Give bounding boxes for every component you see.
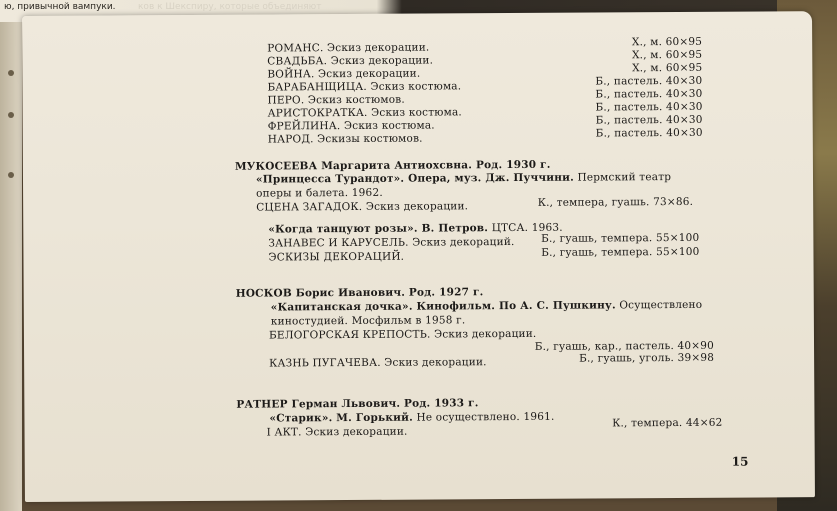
artist-header: РАТНЕР Герман Львович. Род. 1933 г. [236,397,479,411]
artist-header: МУКОСЕЕВА Маргарита Антиохсвна. Род. 1930 г. [234,158,551,173]
work-details: Пермский театр [573,171,672,184]
entry-title: ЗАНАВЕС И КАРУСЕЛЬ. Эскиз декораций. [268,235,515,250]
work-title: «Когда танцуют розы». В. Петров. [268,222,489,236]
entry-title: БЕЛОГОРСКАЯ КРЕПОСТЬ. Эскиз декорации. [268,327,537,342]
entry-spec: Б., пастель. 40×30 [595,113,703,127]
page-number: 15 [731,454,749,469]
entry-title: НАРОД. Эскизы костюмов. [267,132,423,146]
work-line: оперы и балета. 1962. [256,186,383,200]
entry-title: ВОЙНА. Эскиз декорации. [267,67,421,81]
work-details: ЦТСА. 1963. [488,221,563,235]
entry-spec: Б., пастель. 40×30 [595,87,703,101]
binding-hole [8,70,14,76]
entry-spec: Б., пастель. 40×30 [595,74,703,88]
entry-title: РОМАНС. Эскиз декорации. [267,41,430,55]
background-text-left: ю, привычной вампуки. [4,2,116,12]
binding-hole [8,172,14,178]
page-spine [0,22,22,511]
entry-title: БАРАБАНЩИЦА. Эскиз костюма. [267,80,462,94]
entry-spec: Б., пастель. 40×30 [595,126,703,140]
entry-title: ПЕРО. Эскиз костюмов. [267,93,405,107]
work-line [271,299,702,314]
work-details: Осуществлено [615,298,703,312]
entry-title: СЦЕНА ЗАГАДОК. Эскиз декорации. [256,200,469,214]
entry-spec: К., темпера. 44×62 [612,416,723,430]
work-title: «Старик». М. Горький. [269,411,413,425]
catalog-page [22,11,815,502]
entry-spec: Б., гуашь, темпера. 55×100 [541,245,700,259]
artist-header: НОСКОВ Борис Иванович. Род. 1927 г. [235,286,484,300]
work-line [256,171,671,186]
entry-spec: Х., м. 60×95 [632,61,703,75]
entry-title: ЭСКИЗЫ ДЕКОРАЦИЙ. [268,250,405,264]
work-details: Не осуществлено. 1961. [412,410,555,424]
binding-hole [8,112,14,118]
entry-title: СВАДЬБА. Эскиз декорации. [267,54,434,68]
work-line: киностудией. Мосфильм в 1958 г. [270,314,466,328]
entry-title: ФРЕЙЛИНА. Эскиз костюма. [267,119,435,133]
entry-spec: Б., пастель. 40×30 [595,100,703,114]
work-line [269,411,554,425]
work-title: «Принцесса Турандот». Опера, муз. Дж. Пуччини. [255,171,574,186]
entry-title: I АКТ. Эскиз декорации. [266,425,408,439]
entry-spec: Х., м. 60×95 [631,48,703,62]
entry-spec: К., темпера, гуашь. 73×86. [537,195,694,209]
entry-spec: Б., гуашь, кар., пастель. 40×90 [534,339,715,353]
entry-spec: Б., гуашь, темпера. 55×100 [541,231,700,245]
entry-title: АРИСТОКРАТКА. Эскиз костюма. [267,106,462,120]
entry-spec: Б., гуашь, уголь. 39×98 [579,351,715,365]
entry-spec: Х., м. 60×95 [631,35,703,49]
work-title: «Капитанская дочка». Кинофильм. По А. С. Пушкину. [270,299,616,314]
entry-title: КАЗНЬ ПУГАЧЕВА. Эскиз декорации. [269,356,487,370]
background-text-right: ков к Шекспиру, которые объединяют [138,2,322,12]
